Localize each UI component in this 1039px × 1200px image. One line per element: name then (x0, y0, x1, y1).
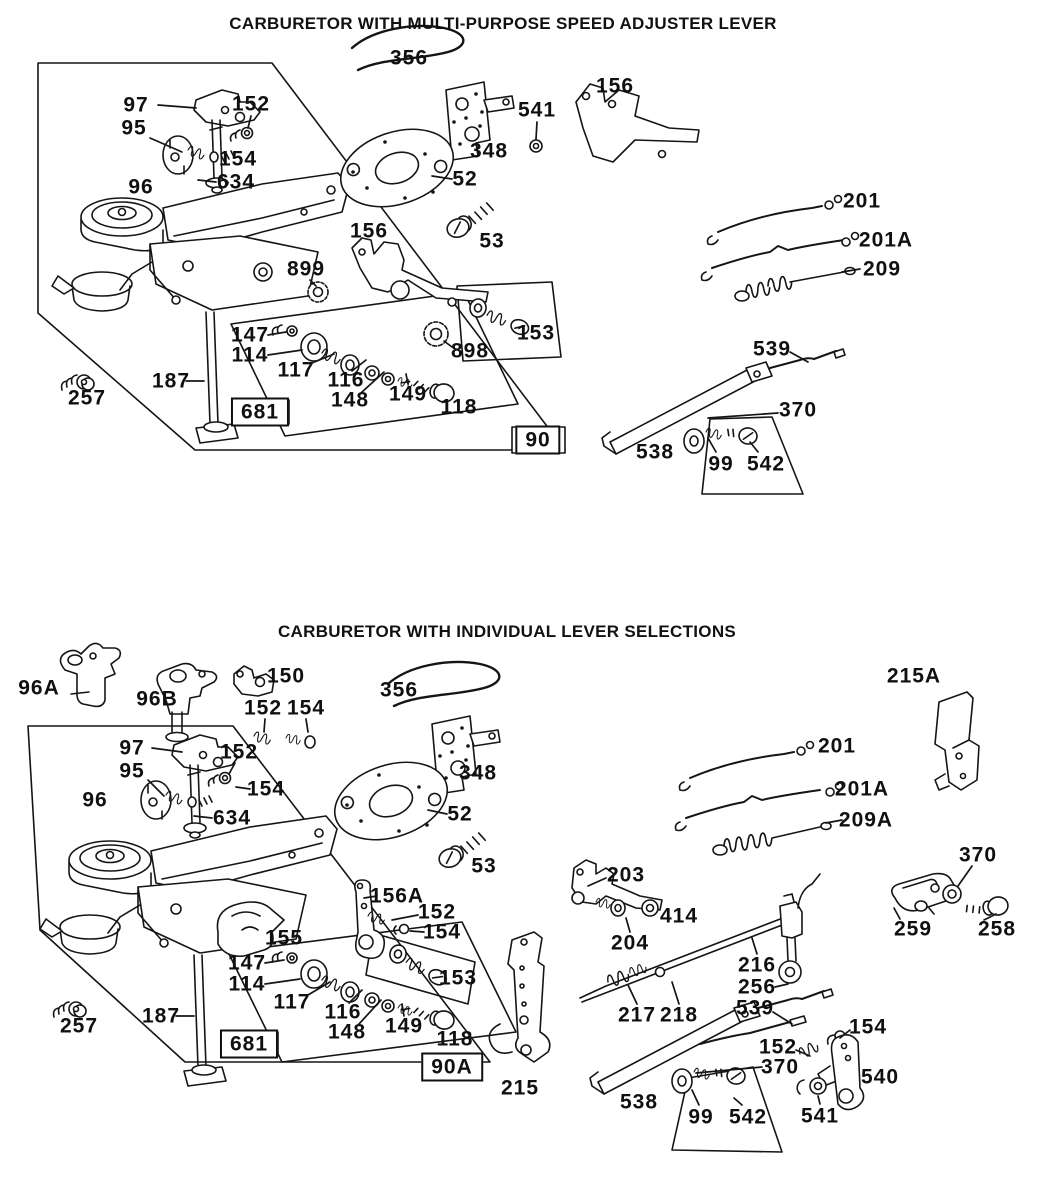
bottom-spring-screw-257 (54, 1002, 86, 1017)
part-callout-217: 217 (617, 1003, 657, 1027)
part-callout-541: 541 (517, 98, 557, 122)
part-callout-156a: 156A (369, 884, 425, 908)
part-callout-52: 52 (452, 167, 478, 191)
part-callout-148: 148 (330, 388, 370, 412)
part-callout-348: 348 (469, 139, 509, 163)
part-callout-152: 152 (417, 900, 457, 924)
part-callout-114: 114 (231, 343, 269, 367)
washer-spring-204 (595, 898, 625, 916)
top-gasket-52 (331, 116, 464, 220)
part-callout-153: 153 (438, 966, 478, 990)
clevis-256 (779, 874, 820, 983)
part-callout-97: 97 (123, 93, 149, 117)
part-callout-538: 538 (619, 1090, 659, 1114)
part-callout-215a: 215A (886, 664, 942, 688)
part-callout-899: 899 (286, 257, 326, 281)
part-callout-95: 95 (119, 759, 145, 783)
throttle-rod-216 (580, 916, 790, 1002)
washers-541 (797, 1078, 826, 1094)
part-callout-538: 538 (635, 440, 675, 464)
top-governor-link-201 (708, 196, 842, 245)
link-154-mid (394, 925, 409, 935)
part-callout-90a: 90A (421, 1053, 483, 1082)
part-callout-634: 634 (212, 806, 252, 830)
part-callout-156: 156 (595, 74, 635, 98)
top-adjuster-bracket-assembly (163, 90, 260, 193)
bottom-idle-adjust-set (385, 943, 453, 988)
part-callout-152: 152 (758, 1035, 798, 1059)
top-screw-53 (443, 202, 498, 240)
top-bracket-156-mid (352, 238, 488, 306)
part-callout-258: 258 (977, 917, 1017, 941)
part-callout-53: 53 (471, 854, 497, 878)
top-speed-rod-assembly (602, 349, 845, 454)
bottom-governor-spring-209a (713, 823, 831, 856)
part-callout-118: 118 (440, 395, 478, 419)
part-callout-681: 681 (220, 1030, 278, 1059)
part-callout-152: 152 (243, 696, 283, 720)
top-washer-541 (530, 140, 542, 152)
top-idle-adjust-set (467, 298, 533, 337)
bottom-governor-link-201 (680, 742, 814, 791)
part-callout-154: 154 (848, 1015, 888, 1039)
part-callout-539: 539 (735, 996, 775, 1020)
part-callout-216: 216 (737, 953, 777, 977)
part-callout-414: 414 (659, 904, 699, 928)
part-callout-209a: 209A (838, 808, 894, 832)
part-callout-147: 147 (230, 323, 270, 347)
bottom-cable-356 (388, 662, 499, 706)
part-callout-114: 114 (228, 972, 266, 996)
washer-414 (642, 900, 658, 916)
part-callout-117: 117 (273, 990, 311, 1014)
part-callout-540: 540 (860, 1065, 900, 1089)
part-callout-152: 152 (231, 92, 271, 116)
part-callout-256: 256 (737, 975, 777, 999)
part-callout-154: 154 (218, 147, 258, 171)
part-callout-152: 152 (219, 740, 259, 764)
top-governor-spring-209 (735, 268, 855, 302)
lever-96a (60, 643, 120, 706)
part-callout-257: 257 (67, 386, 107, 410)
top-washer-898 (424, 322, 448, 346)
part-callout-148: 148 (327, 1020, 367, 1044)
top-section-title: CARBURETOR WITH MULTI-PURPOSE SPEED ADJUSTER LEVER (229, 14, 777, 33)
part-callout-95: 95 (121, 116, 147, 140)
part-callout-370: 370 (760, 1055, 800, 1079)
bracket-215a (935, 692, 979, 790)
bottom-carburetor-body (40, 816, 337, 1086)
part-callout-542: 542 (746, 452, 786, 476)
part-callout-370: 370 (958, 843, 998, 867)
part-callout-218: 218 (659, 1003, 699, 1027)
bracket-150 (234, 666, 274, 696)
part-callout-356: 356 (389, 46, 429, 70)
part-callout-204: 204 (610, 931, 650, 955)
part-callout-99: 99 (688, 1105, 714, 1129)
bottom-screw-53 (435, 832, 490, 870)
part-callout-187: 187 (151, 369, 191, 393)
washer-370-right (943, 885, 961, 903)
part-callout-201a: 201A (858, 228, 914, 252)
part-callout-156: 156 (349, 219, 389, 243)
part-callout-118: 118 (436, 1027, 474, 1051)
part-callout-96b: 96B (136, 687, 178, 711)
top-washer-899 (308, 282, 328, 302)
part-callout-52: 52 (447, 802, 473, 826)
part-callout-96a: 96A (18, 676, 60, 700)
part-callout-898: 898 (450, 339, 490, 363)
spring-152-upper (253, 731, 272, 744)
part-callout-154: 154 (422, 920, 462, 944)
part-callout-149: 149 (384, 1014, 424, 1038)
part-callout-149: 149 (388, 382, 428, 406)
part-callout-147: 147 (227, 951, 267, 975)
part-callout-681: 681 (231, 398, 289, 427)
part-callout-541: 541 (800, 1104, 840, 1128)
top-heat-shield-348 (446, 82, 514, 163)
part-callout-539: 539 (752, 337, 792, 361)
part-callout-153: 153 (516, 321, 556, 345)
part-callout-201a: 201A (834, 777, 890, 801)
part-callout-97: 97 (119, 736, 145, 760)
part-callout-259: 259 (893, 917, 933, 941)
part-callout-542: 542 (728, 1105, 768, 1129)
lever-540 (818, 1035, 864, 1110)
part-callout-154: 154 (246, 777, 286, 801)
part-callout-257: 257 (59, 1014, 99, 1038)
top-spring-screw-257 (62, 375, 94, 390)
part-callout-96: 96 (82, 788, 108, 812)
part-callout-348: 348 (458, 761, 498, 785)
part-callout-154: 154 (286, 696, 326, 720)
part-callout-370: 370 (778, 398, 818, 422)
part-callout-99: 99 (708, 452, 734, 476)
part-callout-356: 356 (379, 678, 419, 702)
part-callout-209: 209 (862, 257, 902, 281)
part-callout-90: 90 (515, 426, 560, 455)
part-callout-201: 201 (842, 189, 882, 213)
part-callout-203: 203 (606, 863, 646, 887)
top-bracket-156-right (576, 84, 699, 162)
part-callout-96: 96 (128, 175, 154, 199)
screw-154-upper (285, 734, 315, 748)
lever-96b (157, 664, 216, 742)
top-carburetor-body (52, 170, 349, 443)
bottom-governor-link-201a (676, 783, 843, 831)
part-callout-215: 215 (500, 1076, 540, 1100)
part-callout-150: 150 (266, 664, 306, 688)
part-callout-201: 201 (817, 734, 857, 758)
part-callout-53: 53 (479, 229, 505, 253)
part-callout-116: 116 (327, 368, 365, 392)
part-callout-155: 155 (264, 926, 304, 950)
part-callout-116: 116 (324, 1000, 362, 1024)
part-callout-634: 634 (216, 170, 256, 194)
bottom-section-title: CARBURETOR WITH INDIVIDUAL LEVER SELECTIONS (277, 622, 737, 641)
part-callout-187: 187 (141, 1004, 181, 1028)
part-callout-117: 117 (277, 358, 315, 382)
